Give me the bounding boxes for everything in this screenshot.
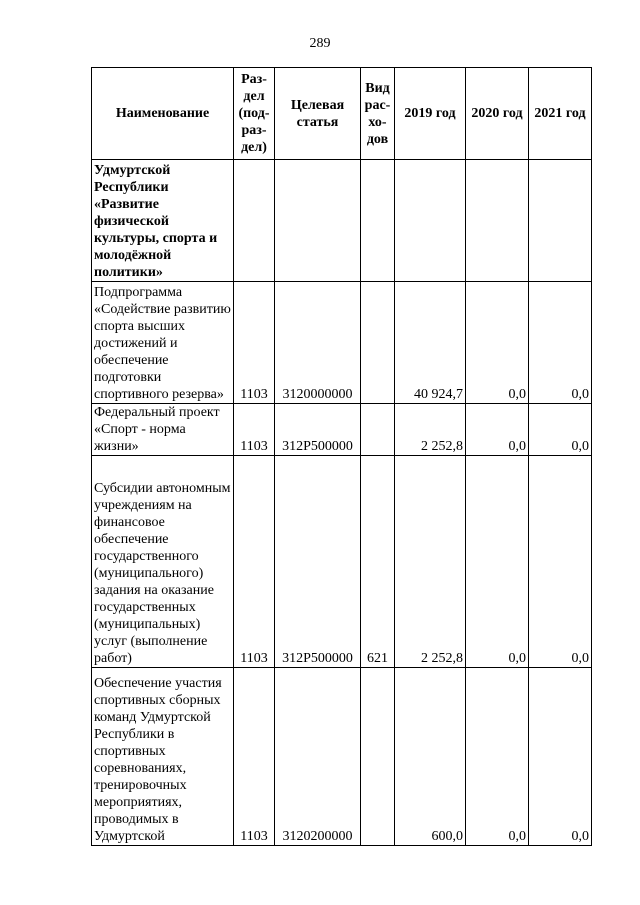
row-expense-type xyxy=(361,668,395,846)
row-2021: 0,0 xyxy=(529,404,592,456)
row-2020: 0,0 xyxy=(466,282,529,404)
row-section: 1103 xyxy=(234,404,275,456)
row-target: 3120000000 xyxy=(275,282,361,404)
header-2020: 2020 год xyxy=(466,68,529,160)
table-row xyxy=(92,282,592,404)
row-section: 1103 xyxy=(234,456,275,668)
header-expense-type: Вид рас- хо- дов xyxy=(361,68,395,160)
table-row xyxy=(92,160,592,282)
row-2021: 0,0 xyxy=(529,282,592,404)
page-number: 289 xyxy=(309,36,331,51)
row-2020: 0,0 xyxy=(466,668,529,846)
row-expense-type xyxy=(361,160,395,282)
row-2019 xyxy=(395,160,466,282)
row-2020: 0,0 xyxy=(466,404,529,456)
header-name: Наименование xyxy=(92,68,234,160)
header-2019: 2019 год xyxy=(395,68,466,160)
header-2021: 2021 год xyxy=(529,68,592,160)
row-2021: 0,0 xyxy=(529,456,592,668)
row-2019: 40 924,7 xyxy=(395,282,466,404)
table-row xyxy=(92,668,592,846)
row-name: Федеральный проект «Спорт - норма жизни» xyxy=(92,404,234,456)
table-row xyxy=(92,456,592,668)
row-name: Субсидии автономным учреждениям на финансовое обеспечение государственного (муниципального) задания на оказание государственных (муниципальных) услуг (выполнение работ) xyxy=(92,456,234,668)
row-2021: 0,0 xyxy=(529,668,592,846)
row-expense-type xyxy=(361,282,395,404)
row-name: Удмуртской Республики «Развитие физической культуры, спорта и молодёжной политики» xyxy=(92,160,234,282)
row-target: 312P500000 xyxy=(275,456,361,668)
row-expense-type xyxy=(361,404,395,456)
row-name: Обеспечение участия спортивных сборных команд Удмуртской Республики в спортивных соревнованиях, тренировочных мероприятиях, проводимых в Удмуртской xyxy=(92,668,234,846)
row-2019: 2 252,8 xyxy=(395,456,466,668)
row-2019: 2 252,8 xyxy=(395,404,466,456)
row-target: 312P500000 xyxy=(275,404,361,456)
row-2019: 600,0 xyxy=(395,668,466,846)
table-header-row xyxy=(92,68,592,160)
row-2020: 0,0 xyxy=(466,456,529,668)
row-target xyxy=(275,160,361,282)
budget-table xyxy=(91,67,592,846)
row-name: Подпрограмма «Содействие развитию спорта высших достижений и обеспечение подготовки спортивного резерва» xyxy=(92,282,234,404)
row-section: 1103 xyxy=(234,282,275,404)
row-expense-type: 621 xyxy=(361,456,395,668)
row-section: 1103 xyxy=(234,668,275,846)
table-row xyxy=(92,404,592,456)
row-target: 3120200000 xyxy=(275,668,361,846)
row-2021 xyxy=(529,160,592,282)
row-section xyxy=(234,160,275,282)
row-2020 xyxy=(466,160,529,282)
header-section: Раз- дел (под- раз- дел) xyxy=(234,68,275,160)
header-target: Целевая статья xyxy=(275,68,361,160)
